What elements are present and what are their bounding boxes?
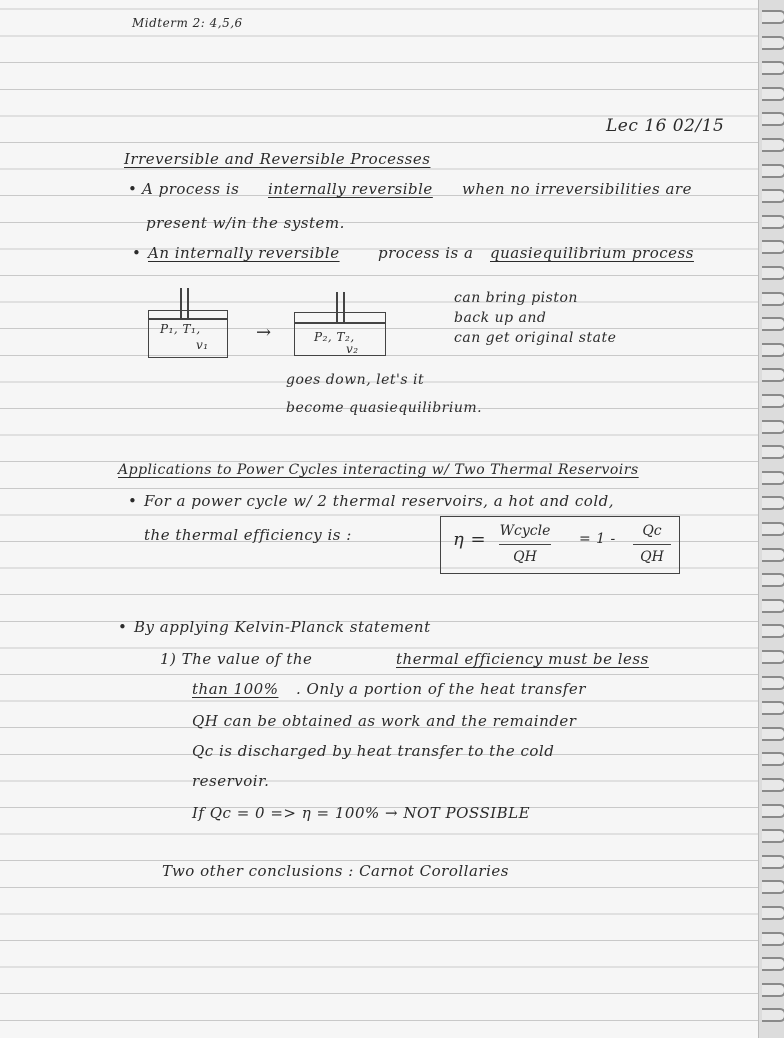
spiral-coil bbox=[762, 164, 784, 178]
equals-one-minus: = 1 - bbox=[579, 531, 616, 547]
spiral-coil bbox=[762, 87, 784, 101]
power-bullet-a: For a power cycle w/ 2 thermal reservoirs, a hot and cold, bbox=[144, 492, 614, 510]
spiral-coil bbox=[762, 727, 784, 741]
spiral-coil bbox=[762, 368, 784, 382]
spiral-coil bbox=[762, 10, 784, 24]
spiral-coil bbox=[762, 317, 784, 331]
spiral-coil bbox=[762, 855, 784, 869]
caption-line-2: become quasiequilibrium. bbox=[286, 400, 483, 416]
process-arrow: → bbox=[256, 322, 272, 343]
carnot-conclusion: Two other conclusions : Carnot Corollaries bbox=[162, 862, 509, 880]
lecture-date: Lec 16 02/15 bbox=[606, 116, 725, 136]
spiral-coil bbox=[762, 983, 784, 997]
section-title-reversible: Irreversible and Reversible Processes bbox=[124, 150, 431, 168]
spiral-coil bbox=[762, 573, 784, 587]
spiral-coil bbox=[762, 394, 784, 408]
spiral-coil bbox=[762, 215, 784, 229]
spiral-coil bbox=[762, 420, 784, 434]
spiral-coil bbox=[762, 266, 784, 280]
section-title-power-cycles: Applications to Power Cycles interacting w/ Two Thermal Reservoirs bbox=[118, 462, 639, 478]
kp-line-2a: than 100% bbox=[192, 680, 279, 698]
bullet2-text-b: process is a bbox=[378, 244, 474, 262]
kp-line-2b: . Only a portion of the heat transfer bbox=[296, 680, 586, 698]
note-line-2: back up and bbox=[454, 310, 547, 326]
spiral-coil bbox=[762, 36, 784, 50]
spiral-coil bbox=[762, 1008, 784, 1022]
power-bullet-b: the thermal efficiency is : bbox=[144, 526, 352, 544]
caption-line-1: goes down, let's it bbox=[286, 372, 425, 388]
spiral-coil bbox=[762, 522, 784, 536]
kp-line-3: QH can be obtained as work and the remainder bbox=[192, 712, 577, 730]
spiral-coil bbox=[762, 292, 784, 306]
kp-line-6: If Qc = 0 => η = 100% → NOT POSSIBLE bbox=[192, 804, 531, 822]
spiral-coil bbox=[762, 240, 784, 254]
spiral-coil bbox=[762, 548, 784, 562]
spiral-coil bbox=[762, 829, 784, 843]
spiral-coil bbox=[762, 804, 784, 818]
spiral-coil bbox=[762, 471, 784, 485]
kp-line-1a: 1) The value of the bbox=[160, 650, 313, 668]
spiral-binding bbox=[758, 0, 784, 1038]
state2-label: P₂, T₂, bbox=[314, 330, 355, 344]
bullet1-text-b: internally reversible bbox=[268, 180, 433, 198]
kp-line-1b: thermal efficiency must be less bbox=[396, 650, 649, 668]
spiral-coil bbox=[762, 932, 784, 946]
spiral-coil bbox=[762, 752, 784, 766]
midterm-note: Midterm 2: 4,5,6 bbox=[132, 16, 243, 30]
spiral-coil bbox=[762, 957, 784, 971]
fraction2-denominator: QH bbox=[640, 549, 664, 565]
bullet-dot: • bbox=[118, 618, 128, 636]
bullet-dot: • bbox=[132, 244, 142, 262]
spiral-coil bbox=[762, 650, 784, 664]
bullet2-text-a: An internally reversible bbox=[148, 244, 340, 262]
bullet1-text-c: when no irreversibilities are bbox=[462, 180, 692, 198]
bullet2-text-c: quasiequilibrium process bbox=[490, 244, 694, 262]
spiral-coil bbox=[762, 880, 784, 894]
fraction1-denominator: QH bbox=[513, 549, 537, 565]
spiral-coil bbox=[762, 445, 784, 459]
spiral-coil bbox=[762, 343, 784, 357]
fraction2-bar bbox=[633, 544, 671, 545]
bullet-dot: • bbox=[128, 180, 138, 198]
fraction1-numerator: Wcycle bbox=[499, 523, 551, 539]
state2-volume: v₂ bbox=[346, 342, 359, 356]
spiral-coil bbox=[762, 61, 784, 75]
kelvin-planck-bullet: By applying Kelvin-Planck statement bbox=[134, 618, 431, 636]
state1-volume: v₁ bbox=[196, 338, 209, 352]
efficiency-formula-box bbox=[440, 516, 680, 574]
note-line-1: can bring piston bbox=[454, 290, 578, 306]
eta-symbol: η = bbox=[453, 529, 487, 550]
bullet1-text-d: present w/in the system. bbox=[146, 214, 345, 232]
spiral-coil bbox=[762, 778, 784, 792]
bullet-dot: • bbox=[128, 492, 138, 510]
fraction1-bar bbox=[499, 544, 551, 545]
spiral-coil bbox=[762, 138, 784, 152]
spiral-coil bbox=[762, 496, 784, 510]
spiral-coil bbox=[762, 189, 784, 203]
spiral-coil bbox=[762, 906, 784, 920]
kp-line-5: reservoir. bbox=[192, 772, 270, 790]
spiral-coil bbox=[762, 599, 784, 613]
fraction2-numerator: Qc bbox=[642, 523, 662, 539]
spiral-coil bbox=[762, 701, 784, 715]
note-line-3: can get original state bbox=[454, 330, 617, 346]
state1-label: P₁, T₁, bbox=[160, 322, 201, 336]
bullet1-text-a: A process is bbox=[142, 180, 240, 198]
spiral-coil bbox=[762, 676, 784, 690]
kp-line-4: Qc is discharged by heat transfer to the cold bbox=[192, 742, 555, 760]
spiral-coil bbox=[762, 624, 784, 638]
spiral-coil bbox=[762, 112, 784, 126]
